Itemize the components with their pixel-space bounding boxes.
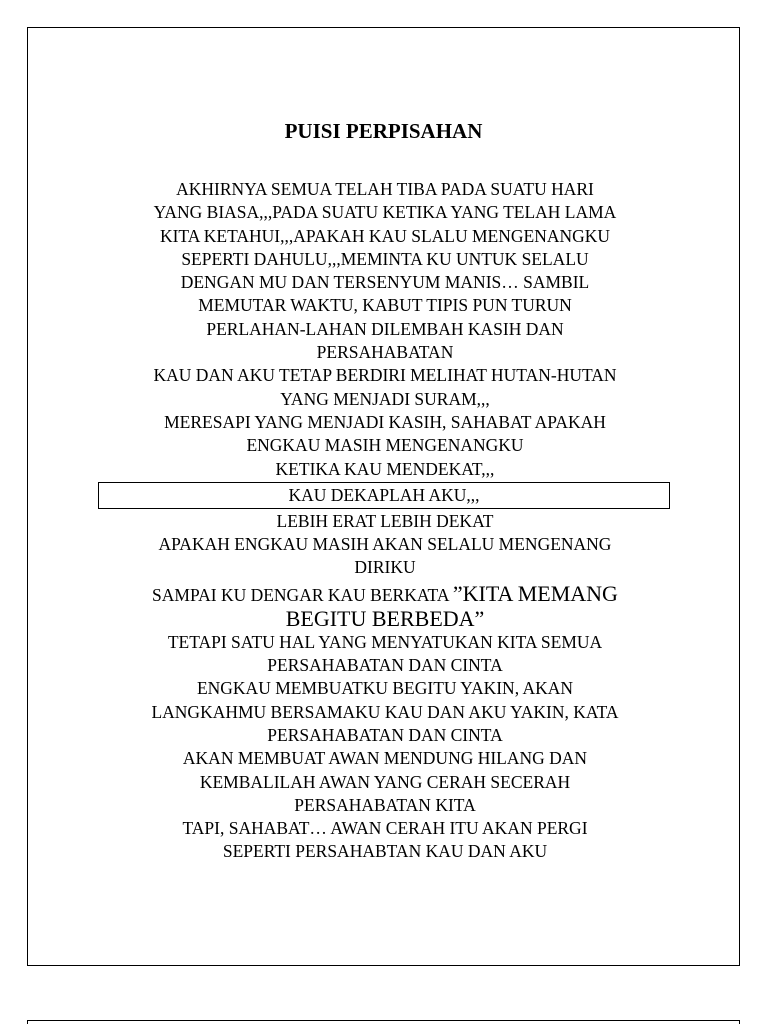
poem-line: YANG BIASA,,,PADA SUATU KETIKA YANG TELAH LAMA <box>153 202 617 223</box>
poem-quote-line <box>103 580 667 607</box>
poem-line: TETAPI SATU HAL YANG MENYATUKAN KITA SEMUA <box>167 631 603 652</box>
poem-line: TAPI, SAHABAT… AWAN CERAH ITU AKAN PERGI <box>182 818 588 839</box>
poem-line: PERSAHABATAN KITA <box>294 794 476 815</box>
poem-line: PERSAHABATAN DAN CINTA <box>267 655 503 676</box>
poem-line: ENGKAU MASIH MENGENANGKU <box>246 435 524 456</box>
next-page-edge <box>27 1020 740 1024</box>
poem-title: PUISI PERPISAHAN <box>284 119 483 143</box>
poem-line: ENGKAU MEMBUATKU BEGITU YAKIN, AKAN <box>196 678 574 699</box>
poem-line: KITA KETAHUI,,,APAKAH KAU SLALU MENGENANGKU <box>159 225 611 246</box>
poem-line: YANG MENJADI SURAM,,, <box>280 388 490 409</box>
poem-line: AKHIRNYA SEMUA TELAH TIBA PADA SUATU HARI <box>176 179 594 199</box>
poem-quote-end: BEGITU BERBEDA” <box>285 605 485 631</box>
poem-line: PERSAHABATAN DAN CINTA <box>267 724 503 745</box>
poem-body <box>103 178 667 864</box>
poem-line: MEMUTAR WAKTU, KABUT TIPIS PUN TURUN <box>198 295 572 316</box>
poem-line: DIRIKU <box>354 557 416 578</box>
poem-line: LANGKAHMU BERSAMAKU KAU DAN AKU YAKIN, KATA <box>151 701 619 722</box>
document-page <box>27 27 740 966</box>
poem-line: MERESAPI YANG MENJADI KASIH, SAHABAT APAKAH <box>164 411 606 432</box>
quote-prefix: SAMPAI KU DENGAR KAU BERKATA <box>152 584 453 605</box>
poem-line: PERSAHABATAN <box>316 342 454 363</box>
poem-line: SEPERTI PERSAHABTAN KAU DAN AKU <box>222 841 548 862</box>
poem-line: PERLAHAN-LAHAN DILEMBAH KASIH DAN <box>206 318 564 339</box>
poem-line: DENGAN MU DAN TERSENYUM MANIS… SAMBIL <box>180 272 590 293</box>
poem-line: SEPERTI DAHULU,,,MEMINTA KU UNTUK SELALU <box>181 248 589 269</box>
poem-line: KEMBALILAH AWAN YANG CERAH SECERAH <box>199 771 571 792</box>
poem-line-boxed: KAU DEKAPLAH AKU,,, <box>98 482 670 509</box>
poem-line: AKAN MEMBUAT AWAN MENDUNG HILANG DAN <box>182 748 588 769</box>
poem-line: APAKAH ENGKAU MASIH AKAN SELALU MENGENANG <box>158 534 612 555</box>
poem-line: KAU DAN AKU TETAP BERDIRI MELIHAT HUTAN-HUTAN <box>153 365 617 386</box>
quote-start: ”KITA MEMANG <box>452 580 618 606</box>
poem-line: LEBIH ERAT LEBIH DEKAT <box>276 510 494 531</box>
poem-line: KETIKA KAU MENDEKAT,,, <box>275 458 495 479</box>
